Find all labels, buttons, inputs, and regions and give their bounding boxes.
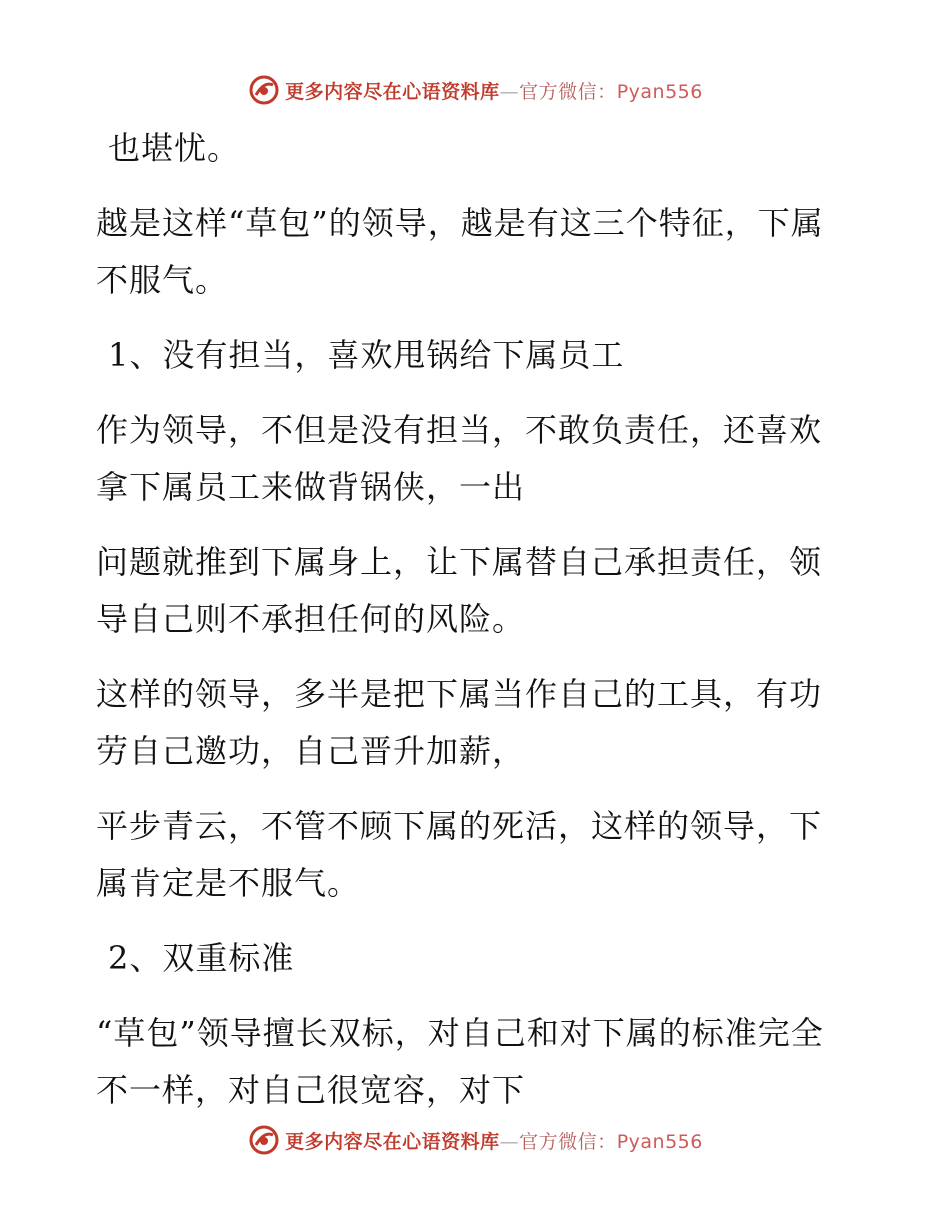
paragraph: 作为领导，不但是没有担当，不敢负责任，还喜欢拿下属员工来做背锅侠，一出	[96, 411, 823, 506]
banner-dash: —	[499, 80, 520, 103]
paragraph: 也堪忧。	[108, 129, 241, 167]
banner-wechat-id: Pyan556	[616, 1130, 703, 1153]
paragraph: 这样的领导，多半是把下属当作自己的工具，有功劳自己邀功，自己晋升加薪，	[96, 675, 823, 770]
banner-official-label: 官方微信：	[519, 1130, 617, 1153]
banner-text	[285, 1127, 703, 1154]
paragraph: 平步青云，不管不顾下属的死活，这样的领导，下属肯定是不服气。	[96, 807, 823, 902]
document-body	[96, 120, 836, 1137]
banner-main-text: 更多内容尽在心语资料库	[285, 1130, 500, 1153]
paragraph: 问题就推到下属身上，让下属替自己承担责任，领导自己则不承担任何的风险。	[96, 543, 823, 638]
section-heading: 2、双重标准	[108, 939, 295, 977]
section-heading: 1、没有担当，喜欢甩锅给下属员工	[108, 336, 625, 374]
banner-main-text: 更多内容尽在心语资料库	[285, 80, 500, 103]
banner-official-label: 官方微信：	[519, 80, 617, 103]
paragraph: 越是这样“草包”的领导，越是有这三个特征，下属不服气。	[96, 204, 824, 299]
paragraph: “草包”领导擅长双标，对自己和对下属的标准完全不一样，对自己很宽容，对下	[96, 1014, 824, 1109]
footer-banner	[0, 1118, 950, 1162]
banner-text	[285, 77, 703, 104]
banner-wechat-id: Pyan556	[616, 80, 703, 103]
red-swirl-logo-icon	[247, 1123, 281, 1157]
banner-dash: —	[499, 1130, 520, 1153]
red-swirl-logo-icon	[247, 73, 281, 107]
header-banner	[0, 68, 950, 112]
